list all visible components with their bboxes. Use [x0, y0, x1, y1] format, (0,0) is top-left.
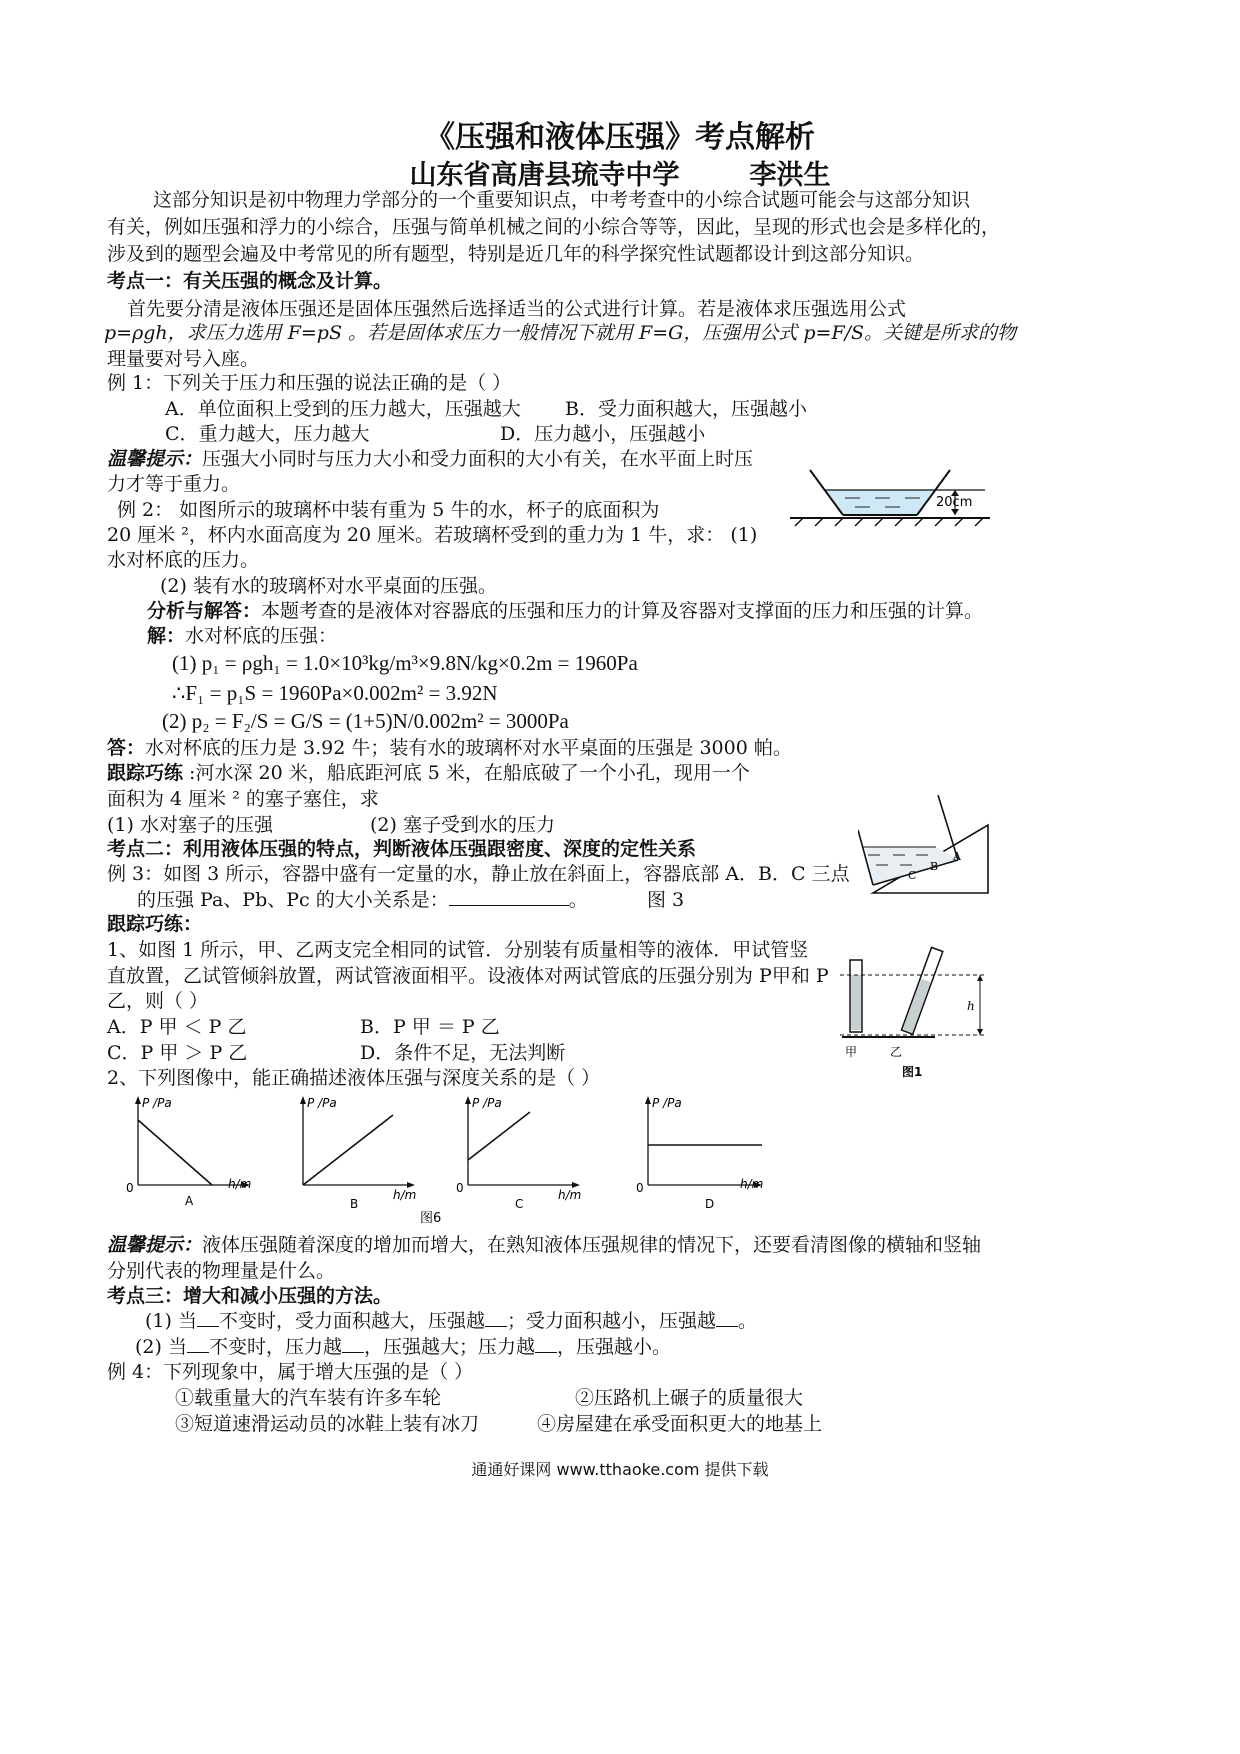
track1-line-1 — [107, 760, 750, 786]
graph-d-ylabel: P /Pa — [652, 1096, 682, 1110]
page-footer: 通通好课网 www.tthaoke.com 提供下载 — [471, 1460, 769, 1479]
kd2-heading: 考点二：利用液体压强的特点，判断液体压强跟密度、深度的定性关系 — [107, 838, 697, 860]
tip1-text-1: 压强大小同时与压力大小和受力面积的大小有关，在水平面上时压 — [202, 448, 754, 470]
track1-option-b: (2) 塞子受到水的压力 — [370, 814, 555, 836]
ex3-text: 的压强 Pa、Pb、Pc 的大小关系是： — [137, 889, 449, 911]
intro-line-3: 涉及到的题型会遍及中考常见的所有题型，特别是近几年的科学探究性试题都设计到这部分知识。 — [107, 243, 925, 265]
analysis-text: 本题考查的是液体对容器底的压强和压力的计算及容器对支撑面的压力和压强的计算。 — [261, 600, 984, 622]
tip1-label: 温馨提示： — [107, 448, 203, 470]
author-school: 山东省高唐县琉寺中学 — [409, 160, 680, 191]
intro-line-1: 这部分知识是初中物理力学部分的一个重要知识点，中考考查中的小综合试题可能会与这部分知识 — [153, 189, 971, 211]
cup-height-label: 20cm — [936, 495, 973, 510]
kd3-blank-1 — [197, 1308, 219, 1327]
graph-d-xlabel: h/m — [740, 1177, 764, 1191]
kd3-blank-4 — [187, 1334, 209, 1353]
graph-c-zero: 0 — [456, 1181, 464, 1195]
tip2-text-1: 液体压强随着深度的增加而增大，在熟知液体压强规律的情况下，还要看清图像的横轴和竖轴 — [202, 1234, 982, 1256]
ex1-option-a: A．单位面积上受到的压力越大，压强越大 — [165, 398, 521, 420]
graph-b — [300, 1096, 416, 1211]
solution-text: 水对杯底的压强： — [185, 625, 338, 647]
track1-line-2: 面积为 4 厘米 ² 的塞子塞住，求 — [107, 788, 379, 810]
graph-d-label: D — [705, 1197, 715, 1211]
solution-label: 解： — [147, 625, 186, 647]
track1-label: 跟踪巧练 — [107, 762, 184, 784]
ex3-answer-blank — [449, 887, 569, 906]
graph-a-xlabel: h/m — [228, 1177, 252, 1191]
glass-cup-figure — [785, 460, 1000, 535]
kd3-l1-b: 不变时，受力面积越大，压强越 — [218, 1310, 485, 1332]
track2-q1-line-2: 直放置，乙试管倾斜放置，两试管液面相平。设液体对两试管底的压强分别为 P甲和 P — [107, 965, 829, 987]
ex2-line-3: 水对杯底的压力。 — [107, 549, 260, 571]
ex4-option-4: ④房屋建在承受面积更大的地基上 — [537, 1413, 823, 1435]
answer-text: 水对杯底的压力是 3.92 牛；装有水的玻璃杯对水平桌面的压强是 3000 帕。 — [145, 737, 792, 759]
test-tubes-figure — [840, 940, 1000, 1080]
graph-c — [456, 1096, 581, 1211]
graph-a-zero: 0 — [126, 1181, 134, 1195]
tip2-label: 温馨提示： — [107, 1234, 203, 1256]
graph-b-xlabel: h/m — [393, 1188, 417, 1202]
kd3-blank-6 — [535, 1334, 557, 1353]
ex4-option-3: ③短道速滑运动员的冰鞋上装有冰刀 — [175, 1413, 480, 1435]
tip2-line-1 — [107, 1232, 981, 1258]
track2-q1-line-1: 1、如图 1 所示，甲、乙两支完全相同的试管．分别装有质量相等的液体．甲试管竖 — [107, 939, 809, 961]
track2-q1-line-3: 乙，则（ ） — [107, 990, 209, 1012]
track2-option-c: C．P 甲 ＞ P 乙 — [107, 1042, 248, 1064]
fig1-h-label: h — [967, 999, 975, 1013]
kd1-p2: p=ρgh，求压力选用 F=pS 。若是固体求压力一般情况下就用 F=G，压强用公式 p=F/S。关键是所求的物 — [104, 322, 1017, 344]
kd3-l2-d: ，压强越小。 — [557, 1336, 672, 1358]
kd3-heading: 考点三：增大和减小压强的方法。 — [107, 1285, 393, 1307]
ex4-option-2: ②压路机上碾子的质量很大 — [575, 1387, 804, 1409]
graph-a — [126, 1096, 251, 1208]
track2-label: 跟踪巧练： — [107, 913, 203, 935]
intro-line-2: 有关，例如压强和浮力的小综合，压强与简单机械之间的小综合等等，因此，呈现的形式也会是多样化的， — [107, 216, 1001, 238]
kd1-heading: 考点一：有关压强的概念及计算。 — [107, 270, 393, 292]
graphs-caption: 图6 — [420, 1211, 442, 1226]
graph-d-zero: 0 — [636, 1181, 644, 1195]
math-line-3: (2) p₂ = F₂/S = G/S = (1+5)N/0.002m² = 3000Pa — [162, 709, 569, 733]
kd1-p1: 首先要分清是液体压强还是固体压强然后选择适当的公式进行计算。若是液体求压强选用公式 — [127, 298, 907, 320]
kd3-l2-c: ，压强越大；压力越 — [363, 1336, 535, 1358]
kd3-l2-a: (2) 当 — [135, 1336, 187, 1358]
math-line-1: (1) p₁ = ρgh₁ = 1.0×10³kg/m³×9.8N/kg×0.2m = 1960Pa — [172, 651, 638, 675]
ex4-question: 例 4：下列现象中，属于增大压强的是（ ） — [107, 1361, 474, 1383]
answer-label: 答： — [107, 737, 146, 759]
math-line-2: ∴F₁ = p₁S = 1960Pa×0.002m² = 3.92N — [172, 681, 498, 705]
fig1-yi-label: 乙 — [890, 1045, 903, 1059]
ex2-line-1: 例 2： 如图所示的玻璃杯中装有重为 5 牛的水，杯子的底面积为 — [117, 499, 660, 521]
kd3-blank-2 — [485, 1308, 507, 1327]
kd3-blank-5 — [342, 1334, 364, 1353]
graph-c-ylabel: P /Pa — [472, 1096, 502, 1110]
graph-c-label: C — [515, 1197, 524, 1211]
ex4-option-1: ①载重量大的汽车装有许多车轮 — [175, 1387, 442, 1409]
track2-option-d: D．条件不足，无法判断 — [360, 1042, 566, 1064]
track2-option-b: B．P 甲 ＝ P 乙 — [360, 1016, 500, 1038]
fig1-jia-label: 甲 — [845, 1045, 858, 1059]
tip1-line-1 — [107, 446, 753, 472]
kd3-line-1 — [145, 1308, 757, 1334]
kd3-l1-a: (1) 当 — [145, 1310, 197, 1332]
ex1-option-c: C．重力越大，压力越大 — [165, 423, 370, 445]
fig3-point-c: C — [908, 869, 917, 882]
graph-a-label: A — [185, 1194, 194, 1208]
fig3-caption: 图 3 — [647, 889, 685, 911]
ex1-option-d: D．压力越小，压强越小 — [500, 423, 706, 445]
kd3-l2-b: 不变时，压力越 — [208, 1336, 342, 1358]
track2-q2: 2、下列图像中，能正确描述液体压强与深度关系的是（ ） — [107, 1067, 601, 1089]
kd1-p3: 理量要对号入座。 — [107, 348, 260, 370]
fig3-point-a: A — [953, 850, 961, 863]
tip1-line-2: 力才等于重力。 — [107, 473, 241, 495]
kd3-l1-c: ；受力面积越小，压强越 — [506, 1310, 716, 1332]
graph-b-ylabel: P /Pa — [307, 1096, 337, 1110]
ex3-line-1: 例 3：如图 3 所示，容器中盛有一定量的水，静止放在斜面上，容器底部 A．B．C 三点 — [107, 863, 850, 885]
kd3-line-2 — [135, 1334, 671, 1360]
ex3-end: 。 — [568, 889, 588, 911]
track1-option-a: (1) 水对塞子的压强 — [107, 814, 273, 836]
track1-text-1: :河水深 20 米，船底距河底 5 米，在船底破了一个小孔，现用一个 — [183, 762, 750, 784]
author-name: 李洪生 — [749, 160, 831, 191]
page-title: 《压强和液体压强》考点解析 — [425, 120, 815, 155]
kd3-blank-3 — [716, 1308, 738, 1327]
graph-a-ylabel: P /Pa — [142, 1096, 172, 1110]
graph-c-xlabel: h/m — [558, 1188, 582, 1202]
pressure-depth-graphs — [105, 1090, 785, 1230]
analysis-label: 分析与解答： — [147, 600, 262, 622]
ex1-option-b: B．受力面积越大，压强越小 — [565, 398, 807, 420]
incline-container-figure — [858, 795, 993, 895]
track2-option-a: A．P 甲 ＜ P 乙 — [107, 1016, 247, 1038]
fig3-point-b: B — [930, 860, 939, 873]
ex3-line-2 — [137, 887, 588, 913]
ex2-line-2: 20 厘米 ²，杯内水面高度为 20 厘米。若玻璃杯受到的重力为 1 牛，求： (1) — [107, 524, 758, 546]
graph-d — [636, 1096, 763, 1211]
graph-b-label: B — [350, 1197, 359, 1211]
ex2-line-4: (2) 装有水的玻璃杯对水平桌面的压强。 — [160, 575, 497, 597]
ex2-answer — [107, 735, 792, 761]
ex2-solution — [147, 623, 337, 649]
ex2-analysis — [147, 598, 983, 624]
ex1-question: 例 1：下列关于压力和压强的说法正确的是（ ） — [107, 372, 512, 394]
tip2-line-2: 分别代表的物理量是什么。 — [107, 1260, 336, 1282]
kd3-l1-d: 。 — [738, 1310, 758, 1332]
fig1-caption: 图1 — [902, 1065, 923, 1079]
